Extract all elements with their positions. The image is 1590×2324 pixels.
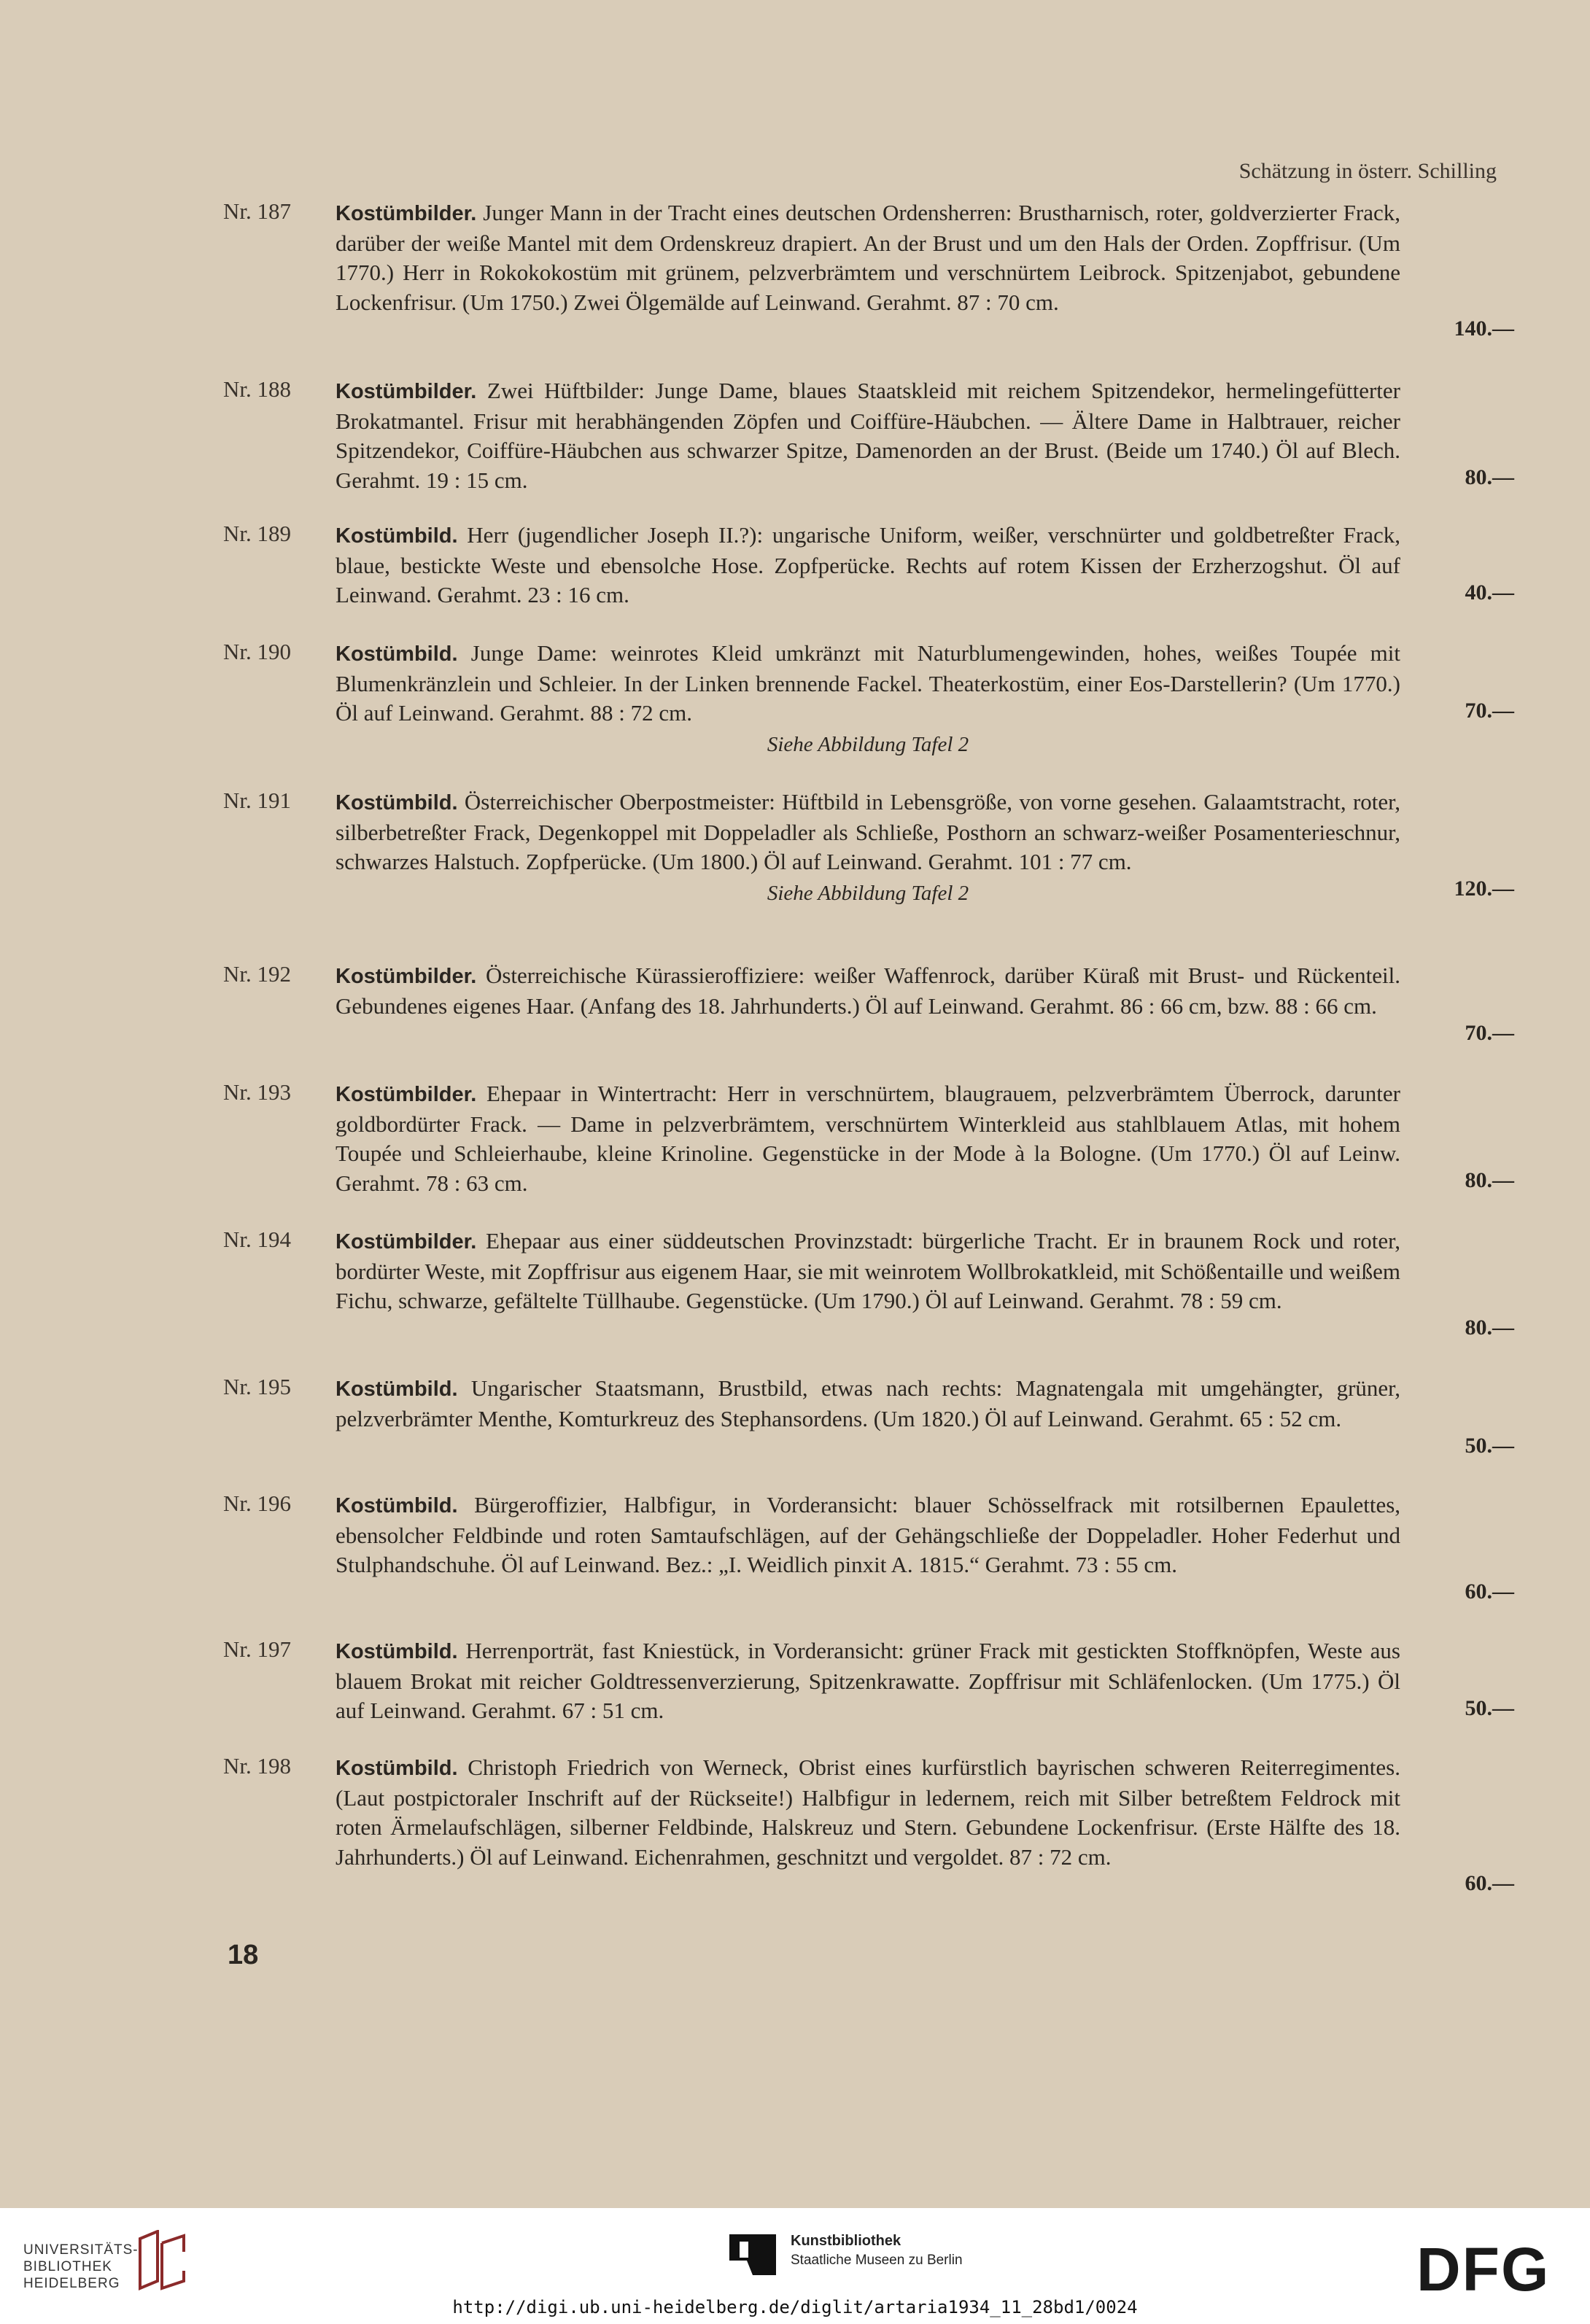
footer-bar xyxy=(0,2208,1590,2324)
entry-text: Österreichischer Oberpostmeister: Hüftbild in Lebensgröße, von vorne gesehen. Galaamtstracht, roter, silberbetreßter Frack, Degenkoppel mit Doppeladler als Schließe, Posthorn an schwarz-weißer Posamenterieschnur, schwarzes Halstuch. Zopfperücke. (Um 1800.) Öl auf Leinwand. Gerahmt. 101 : 77 cm. xyxy=(336,789,1400,874)
entry-price: 140.— xyxy=(1454,316,1514,341)
entry-description xyxy=(336,1079,1400,1198)
entry-price: 80.— xyxy=(1465,1168,1514,1192)
university-logo-icon xyxy=(133,2230,191,2293)
uni-line-2: BIBLIOTHEK xyxy=(23,2259,112,2274)
entry-title: Kostümbild. xyxy=(336,642,458,666)
entry-description xyxy=(336,521,1400,610)
entry-text: Zwei Hüftbilder: Junge Dame, blaues Staatskleid mit reichem Spitzendekor, hermelingefütterter Brokatmantel. Frisur mit herabhängenden Zöpfen und Coiffüre-Häubchen. — Ältere Dame in Halbtrauer, reicher Spitzendekor, Coiffüre-Häubchen aus schwarzer Spitze, Damenorden an der Brust. (Beide um 1740.) Öl auf Blech. Gerahmt. 19 : 15 cm. xyxy=(336,378,1400,493)
entry-number: Nr. 188 xyxy=(223,376,291,402)
entry-text: Junger Mann in der Tracht eines deutschen Ordensherren: Brustharnisch, roter, goldverzierter Frack, darüber der weiße Mantel mit dem Ordenskreuz drapiert. An der Brust und um den Hals der Orden. Zopffrisur. (Um 1770.) Herr in Rokokokostüm mit grünem, pelzverbrämtem und verschnürtem Leibrock. Spitzenjabot, gebundene Lockenfrisur. (Um 1750.) Zwei Ölgemälde auf Leinwand. Gerahmt. 87 : 70 cm. xyxy=(336,200,1400,315)
kb-subtitle: Staatliche Museen zu Berlin xyxy=(791,2253,963,2268)
entry-description xyxy=(336,1753,1400,1872)
entry-number: Nr. 190 xyxy=(223,639,291,664)
entry-title: Kostümbild. xyxy=(336,1494,458,1517)
entry-title: Kostümbilder. xyxy=(336,965,477,988)
entry-number: Nr. 197 xyxy=(223,1636,291,1662)
entry-number: Nr. 194 xyxy=(223,1227,291,1252)
entry-text: Christoph Friedrich von Werneck, Obrist eines kurfürstlich bayrischen schweren Reiterregimentes. (Laut postpictoraler Inschrift auf der Rückseite!) Halbfigur in ledernem, reich mit Silber betreßtem Feldrock mit roten Ärmelaufschlägen, silberner Feldbinde, Halskreuz und Stern. Gebundene Lockenfrisur. (Erste Hälfte des 18. Jahrhunderts.) Öl auf Leinwand. Eichenrahmen, geschnitzt und vergoldet. 87 : 72 cm. xyxy=(336,1754,1400,1870)
entry-number: Nr. 198 xyxy=(223,1753,291,1779)
figure-reference: Siehe Abbildung Tafel 2 xyxy=(767,732,969,756)
entry-title: Kostümbild. xyxy=(336,1757,458,1780)
entry-title: Kostümbilder. xyxy=(336,1083,477,1106)
entry-title: Kostümbilder. xyxy=(336,380,477,403)
entry-price: 40.— xyxy=(1465,580,1514,605)
uni-line-1: UNIVERSITÄTS- xyxy=(23,2242,139,2258)
entry-price: 70.— xyxy=(1465,1021,1514,1045)
entry-text: Herrenporträt, fast Kniestück, in Vorderansicht: grüner Frack mit gestickten Stoffknöpfen, Weste aus blauem Brokat mit reicher Goldtressenverzierung, Spitzenkrawatte. Zopffrisur mit Schläfenlocken. (Um 1775.) Öl auf Leinwand. Gerahmt. 67 : 51 cm. xyxy=(336,1638,1401,1723)
entry-text: Ehepaar aus einer süddeutschen Provinzstadt: bürgerliche Tracht. Er in braunem Rock und roter, bordürter Weste, mit Zopffrisur aus eigenem Haar, sie mit weinrotem Wollbrokatkleid, mit Schößentaille und weißem Fichu, schwarze, gefältelte Tüllhaube. Gegenstücke. (Um 1790.) Öl auf Leinwand. Gerahmt. 78 : 59 cm. xyxy=(336,1228,1400,1313)
uni-line-3: HEIDELBERG xyxy=(23,2276,120,2291)
entry-text: Ungarischer Staatsmann, Brustbild, etwas nach rechts: Magnatengala mit umgehängter, grüner, pelzverbrämter Menthe, Komturkreuz des Stephansordens. (Um 1820.) Öl auf Leinwand. Gerahmt. 65 : 52 cm. xyxy=(336,1375,1401,1431)
entry-price: 50.— xyxy=(1465,1696,1514,1720)
entry-number: Nr. 193 xyxy=(223,1079,291,1105)
entry-title: Kostümbild. xyxy=(336,791,458,815)
entry-number: Nr. 195 xyxy=(223,1374,291,1399)
entry-text: Ehepaar in Wintertracht: Herr in verschnürtem, blaugrauem, pelzverbrämtem Überrock, darunter goldbordürter Frack. — Dame in pelzverbrämtem, verschnürtem Winterkleid aus stahlblauem Atlas, mit hohem Toupée und Schleierhaube, kleine Krinoline. Gegenstücke in der Mode à la Bologne. (Um 1770.) Öl auf Leinw. Gerahmt. 78 : 63 cm. xyxy=(336,1081,1400,1196)
entry-number: Nr. 191 xyxy=(223,788,291,813)
entry-description xyxy=(336,1491,1400,1580)
entry-description xyxy=(336,198,1400,317)
entry-price: 60.— xyxy=(1465,1871,1514,1895)
dfg-logo: DFG xyxy=(1416,2235,1551,2304)
entry-number: Nr. 196 xyxy=(223,1491,291,1516)
entry-description xyxy=(336,788,1400,908)
figure-reference: Siehe Abbildung Tafel 2 xyxy=(767,881,969,905)
page-header: Schätzung in österr. Schilling xyxy=(1238,159,1497,183)
entry-number: Nr. 192 xyxy=(223,961,291,987)
entry-price: 50.— xyxy=(1465,1434,1514,1458)
kunstbibliothek-name xyxy=(791,2233,963,2269)
entry-text: Bürgeroffizier, Halbfigur, in Vorderansicht: blauer Schösselfrack mit rotsilbernen Epaulettes, ebensolcher Feldbinde und roten Samtaufschlägen, auf der Gehängschließe der Doppeladler. Hoher Federhut und Stulphandschuhe. Öl auf Leinwand. Bez.: „I. Weidlich pinxit A. 1815.“ Gerahmt. 73 : 55 cm. xyxy=(336,1492,1401,1577)
entry-description xyxy=(336,1227,1400,1316)
entry-price: 80.— xyxy=(1465,1315,1514,1340)
entry-title: Kostümbild. xyxy=(336,1640,458,1663)
page-number: 18 xyxy=(228,1940,259,1970)
entry-text: Junge Dame: weinrotes Kleid umkränzt mit Naturblumengewinden, hohes, weißes Toupée mit Blumenkränzlein und Schleier. In der Linken brennende Fackel. Theaterkostüm, einer Eos-Darstellerin? (Um 1770.) Öl auf Leinwand. Gerahmt. 88 : 72 cm. xyxy=(336,640,1401,726)
entry-description xyxy=(336,1374,1400,1434)
entry-description xyxy=(336,1636,1400,1726)
entry-title: Kostümbild. xyxy=(336,1377,458,1401)
entry-price: 80.— xyxy=(1465,465,1514,489)
entry-text: Herr (jugendlicher Joseph II.?): ungarische Uniform, weißer, verschnürter und goldbetreßter Frack, blaue, bestickte Weste und ebensolche Hose. Zopfperücke. Rechts auf rotem Kissen der Erzherzogshut. Öl auf Leinwand. Gerahmt. 23 : 16 cm. xyxy=(336,522,1400,607)
entry-price: 70.— xyxy=(1465,699,1514,723)
university-library-name xyxy=(23,2242,139,2292)
kunstbibliothek-logo-icon xyxy=(726,2231,779,2284)
entry-title: Kostümbilder. xyxy=(336,202,477,225)
entry-description xyxy=(336,639,1400,759)
entry-description xyxy=(336,376,1400,495)
kb-title: Kunstbibliothek xyxy=(791,2233,901,2249)
entry-number: Nr. 189 xyxy=(223,521,291,546)
entry-number: Nr. 187 xyxy=(223,198,291,224)
document-url-link[interactable]: http://digi.ub.uni-heidelberg.de/diglit/artaria1934_11_28bd1/0024 xyxy=(452,2297,1138,2317)
entry-price: 120.— xyxy=(1454,877,1514,901)
entry-description xyxy=(336,961,1400,1021)
entry-title: Kostümbild. xyxy=(336,524,458,548)
entry-text: Österreichische Kürassieroffiziere: weißer Waffenrock, darüber Küraß mit Brust- und Rückenteil. Gebundenes eigenes Haar. (Anfang des 18. Jahrhunderts.) Öl auf Leinwand. Gerahmt. 86 : 66 cm, bzw. 88 : 66 cm. xyxy=(336,963,1400,1019)
entry-title: Kostümbilder. xyxy=(336,1230,477,1254)
entry-price: 60.— xyxy=(1465,1579,1514,1604)
